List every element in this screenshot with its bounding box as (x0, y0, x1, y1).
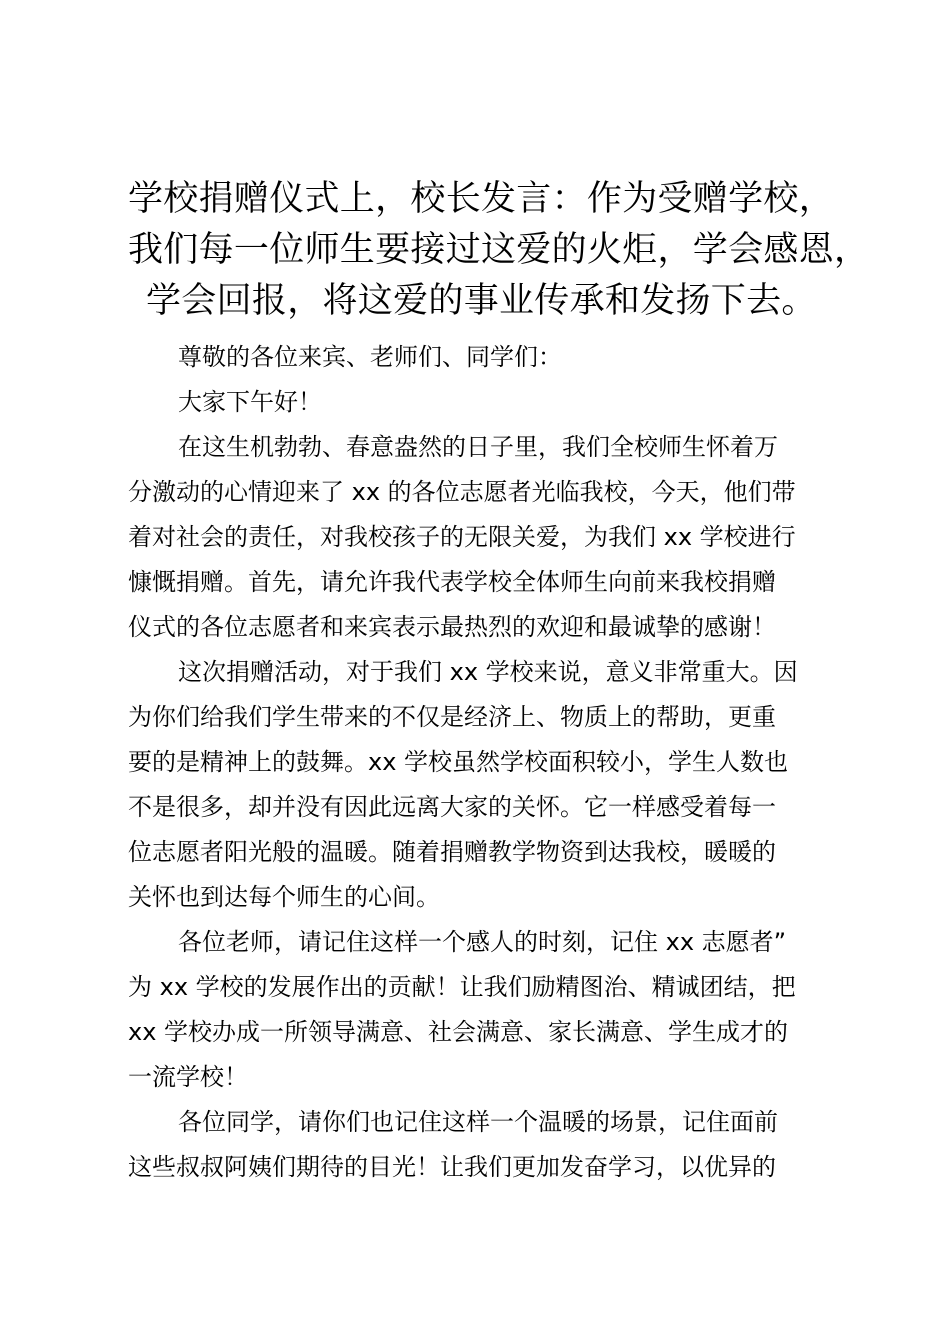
paragraph-line: 位志愿者阳光般的温暖。随着捐赠教学物资到达我校，暖暖的 (128, 838, 776, 866)
paragraph-line: xx 学校办成一所领导满意、社会满意、家长满意、学生成才的 (128, 1018, 789, 1046)
paragraph-line: 关怀也到达每个师生的心间。 (128, 883, 440, 911)
paragraph-line: 一流学校！ (128, 1063, 248, 1091)
paragraph-line: 不是很多，却并没有因此远离大家的关怀。它一样感受着每一 (128, 793, 776, 821)
paragraph (128, 920, 834, 1100)
document-title (128, 174, 868, 327)
paragraph-line: 为你们给我们学生带来的不仅是经济上、物质上的帮助，更重 (128, 703, 776, 731)
paragraph-line: 仪式的各位志愿者和来宾表示最热烈的欢迎和最诚挚的感谢！ (128, 613, 776, 641)
paragraph-line: 为 xx 学校的发展作出的贡献！让我们励精图治、精诚团结，把 (128, 973, 796, 1001)
greeting: 大家下午好！ (178, 388, 322, 416)
paragraph-line: 分激动的心情迎来了 xx 的各位志愿者光临我校，今天，他们带 (128, 478, 796, 506)
paragraph (128, 650, 834, 920)
paragraph-line: 着对社会的责任，对我校孩子的无限关爱，为我们 xx 学校进行 (128, 523, 796, 551)
document-body (128, 335, 834, 1190)
paragraph-line: 慷慨捐赠。首先，请允许我代表学校全体师生向前来我校捐赠 (128, 568, 776, 596)
title-line: 学会回报，将这爱的事业传承和发扬下去。 (146, 281, 817, 321)
paragraph-line: 各位同学，请你们也记住这样一个温暖的场景，记住面前 (178, 1108, 778, 1136)
title-line: 学校捐赠仪式上，校长发言：作为受赠学校， (128, 179, 835, 219)
paragraph-line: 这些叔叔阿姨们期待的目光！让我们更加发奋学习，以优异的 (128, 1153, 776, 1181)
salutation: 尊敬的各位来宾、老师们、同学们： (178, 343, 562, 371)
title-line: 我们每一位师生要接过这爱的火炬，学会感恩， (128, 230, 870, 270)
paragraph (128, 425, 834, 650)
paragraph-line: 这次捐赠活动，对于我们 xx 学校来说，意义非常重大。因 (178, 658, 798, 686)
paragraph-line: 要的是精神上的鼓舞。xx 学校虽然学校面积较小，学生人数也 (128, 748, 789, 776)
paragraph-line: 在这生机勃勃、春意盎然的日子里，我们全校师生怀着万 (178, 433, 778, 461)
paragraph (128, 1100, 834, 1190)
paragraph-line: 各位老师，请记住这样一个感人的时刻，记住 xx 志愿者” (178, 928, 787, 956)
